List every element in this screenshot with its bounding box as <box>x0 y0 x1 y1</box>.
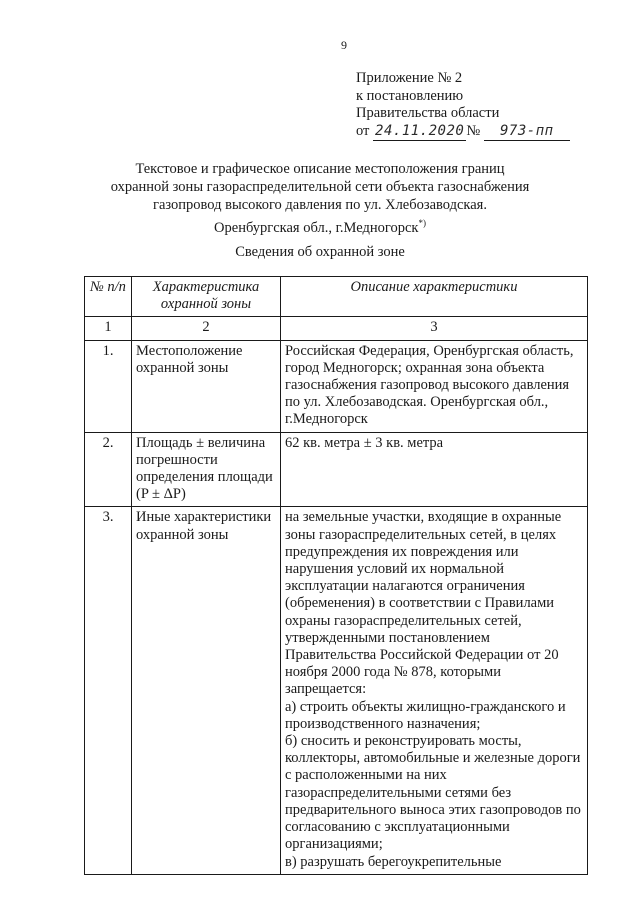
table-row <box>85 432 588 507</box>
number-label: № <box>466 122 481 139</box>
row-description: 62 кв. метра ± 3 кв. метра <box>281 432 588 507</box>
title-line-3: газопровод высокого давления по ул. Хлебозаводская. <box>153 197 487 213</box>
zone-info-table <box>84 276 588 875</box>
title-line-4 <box>80 214 560 237</box>
row-characteristic: Площадь ± величина погрешности определения площади (P ± ΔP) <box>132 432 281 507</box>
restriction-item-c: в) разрушать берегоукрепительные <box>285 853 502 870</box>
header-num: № п/п <box>85 277 132 317</box>
page-number: 9 <box>341 38 347 52</box>
footnote-mark: *) <box>418 218 426 228</box>
section-subtitle: Сведения об охранной зоне <box>235 244 405 260</box>
index-cell-1: 1 <box>85 317 132 340</box>
handwritten-number: 973-пп <box>484 123 570 142</box>
title-line-4-text: Оренбургская обл., г.Медногорск <box>214 219 419 236</box>
row-description: Российская Федерация, Оренбургская область, город Медногорск; охранная зона объекта газоснабжения газопровод высокого давления по ул. Хлебозаводская. Оренбургская обл., г.Медногорск <box>281 340 588 432</box>
table-row <box>85 507 588 874</box>
row-num: 3. <box>85 507 132 874</box>
appendix-line-3: Правительства области <box>356 105 500 121</box>
row-description <box>281 507 588 874</box>
table-header-row <box>85 277 588 317</box>
table-row <box>85 340 588 432</box>
restriction-item-a: а) строить объекты жилищно-гражданского и производственного назначения; <box>285 698 566 732</box>
table-index-row <box>85 317 588 340</box>
row-num: 1. <box>85 340 132 432</box>
from-label: от <box>356 122 370 139</box>
appendix-line-1: Приложение № 2 <box>356 70 463 86</box>
index-cell-2: 2 <box>132 317 281 340</box>
restriction-item-b: б) сносить и реконструировать мосты, коллекторы, автомобильные и железные дороги с расположенными на них газораспределительными сетями без предварительного выноса этих газопроводов по согласованию с эксплуатационными организациями; <box>285 733 581 853</box>
appendix-block <box>356 70 570 141</box>
row-characteristic: Местоположение охранной зоны <box>132 340 281 432</box>
restrictions-intro: на земельные участки, входящие в охранные зоны газораспределительных сетей, в целях предупреждения их повреждения или нарушения условий их нормальной эксплуатации налагаются ограничения (обременения) в соответствии с Правилами охраны газораспределительных сетей, утвержденными постановлением Правительства Российской Федерации от 20 ноября 2000 года № 878, которыми запрещается: <box>285 509 562 698</box>
document-title <box>80 160 560 237</box>
title-line-2: охранной зоны газораспределительной сети объекта газоснабжения <box>110 179 530 195</box>
row-characteristic: Иные характеристики охранной зоны <box>132 507 281 874</box>
handwritten-date: 24.11.2020 <box>373 123 466 142</box>
row-num: 2. <box>85 432 132 507</box>
appendix-date-line <box>356 123 570 142</box>
header-description: Описание характеристики <box>281 277 588 317</box>
header-characteristic: Характеристика охранной зоны <box>132 277 281 317</box>
index-cell-3: 3 <box>281 317 588 340</box>
appendix-line-2: к постановлению <box>356 87 464 104</box>
title-line-1: Текстовое и графическое описание местоположения границ <box>135 161 505 177</box>
